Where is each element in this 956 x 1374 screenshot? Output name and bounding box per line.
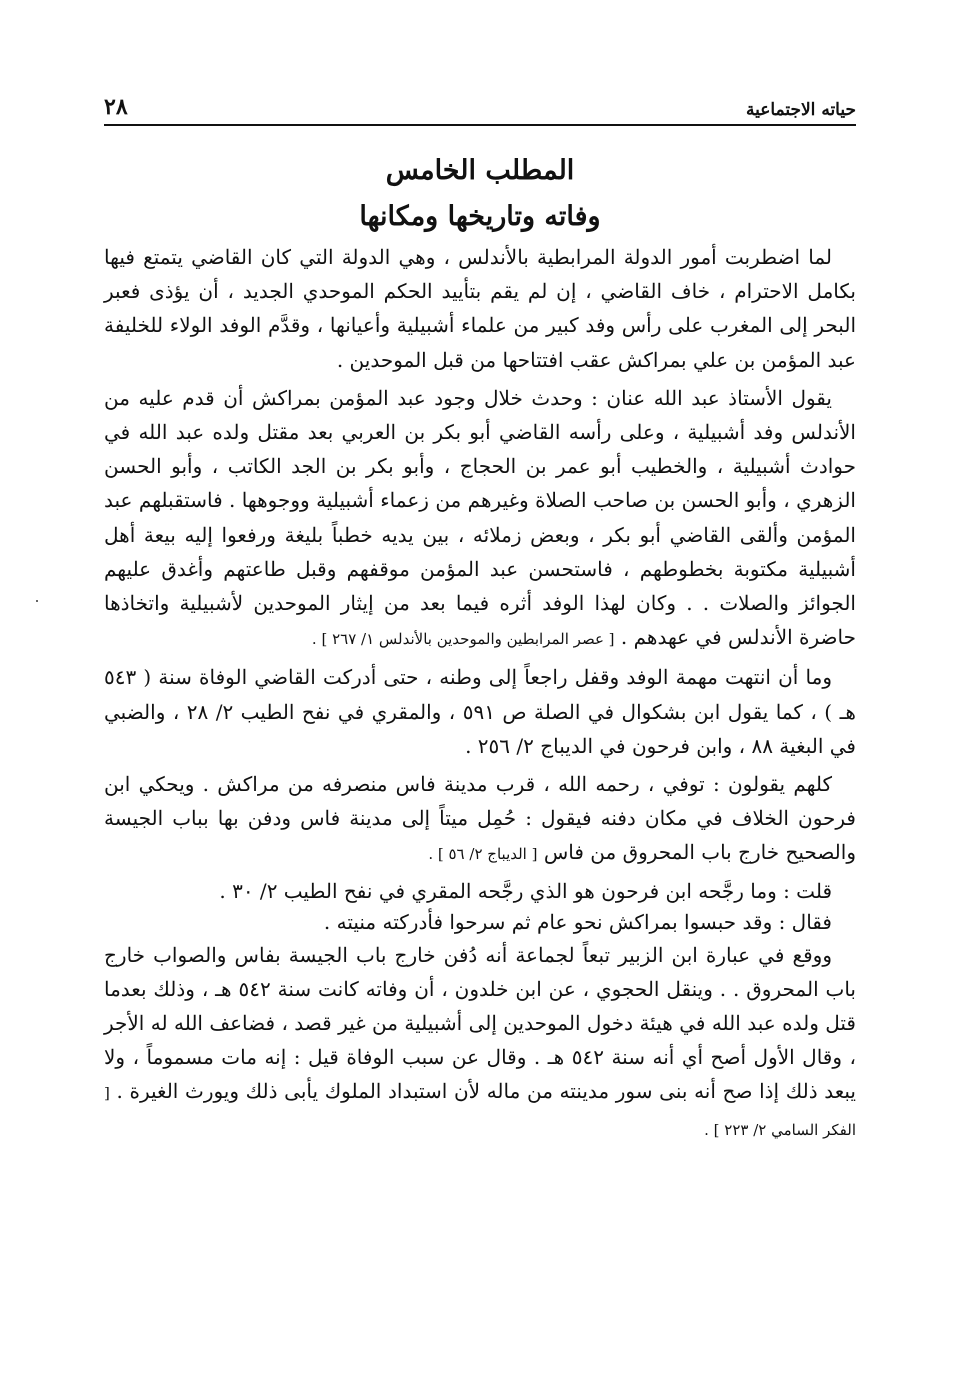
section-heading: المطلب الخامس bbox=[385, 155, 575, 186]
paragraph bbox=[104, 767, 856, 872]
paragraph bbox=[104, 240, 856, 377]
paragraph bbox=[104, 660, 856, 763]
paragraph-text: يقول الأستاذ عبد الله عنان : وحدث خلال وجود عبد المؤمن بمراكش أن قدم عليه من الأندلس وفد أشبيلية ، وعلى رأسه القاضي أبو بكر بن العربي بعد مقتل ولده عبد الله في حوادث أشبيلية ، والخطيب أبو عمر بن الحجاج ، وأبو بكر بن الجد الكاتب ، وأبو الحسن الزهري ، وأبو الحسن بن صاحب الصلاة وغيرهم من زعماء أشبيلية ووجوهها . فاستقبلهم عبد المؤمن وألقى القاضي أبو بكر ، وبعض زملائه ، بين يديه خطباً بليغة ورفعوا إليه بيعة أهل أشبيلية مكتوبة بخطوطهم ، فاستحسن عبد المؤمن موقفهم وقبل طاعتهم وأغدق عليهم الجوائز والصلات . . وكان لهذا الوفد أثره فيما بعد من إيثار الموحدين لأشبيلية واتخاذها حاضرة الأندلس في عهدهم . bbox=[104, 385, 856, 650]
paragraph-text: قلت : وما رجَّحه ابن فرحون هو الذي رجَّحه المقري في نفح الطيب ٢/ ٣٠ . bbox=[219, 878, 832, 903]
page-number: ٢٨ bbox=[104, 94, 128, 120]
chapter-title: وفاته وتاريخها ومكانها bbox=[359, 201, 601, 232]
paragraph-text: لما اضطربت أمور الدولة المرابطية بالأندلس ، وهي الدولة التي كان القاضي يتمتع فيها بكامل الاحترام ، خاف القاضي ، إن لم يقم بتأييد الحكم الموحدي الجديد ، أن يؤذى فعبر البحر إلى المغرب على رأس وفد كبير من علماء أشبيلية وأعيانها ، وقدَّم الوفد الولاء للخليفة عبد المؤمن بن علي بمراكش عقب افتتاحها من قبل الموحدين . bbox=[104, 245, 856, 372]
citation: [ عصر المرابطين والموحدين بالأندلس ١/ ٢٦٧ ] . bbox=[311, 630, 615, 649]
running-title: حياته الاجتماعية bbox=[745, 100, 856, 120]
citation: [ الديباج ٢/ ٥٦ ] . bbox=[428, 845, 538, 864]
paragraph bbox=[104, 876, 856, 907]
paragraph-text: فقال : وقد حبسوا بمراكش نحو عام ثم سرحوا فأدركته منيته . bbox=[323, 909, 832, 934]
scan-speck bbox=[36, 600, 38, 602]
section-headings bbox=[104, 150, 856, 242]
running-header bbox=[104, 90, 856, 126]
paragraph-text: كلهم يقولون : توفي ، رحمه الله ، قرب مدينة فاس منصرفه من مراكش . ويحكي ابن فرحون الخلاف في مكان دفنه فيقول : حُمِل ميتاً إلى مدينة فاس ودفن بها بباب الجيسة والصحيح خارج باب المحروق من فاس bbox=[104, 772, 856, 865]
body-text bbox=[104, 240, 856, 1151]
citation: [ الفكر السامي ٢/ ٢٢٣ ] . bbox=[104, 1084, 856, 1139]
paragraph-text: وما أن انتهت مهمة الوفد وقفل راجعاً إلى وطنه ، حتى أدركت القاضي الوفاة سنة ( ٥٤٣ هـ ) ، كما يقول ابن بشكوال في الصلة ص ٥٩١ ، والمقري في نفح الطيب ٢/ ٢٨ ، والضبي في البغية ٨٨ ، وابن فرحون في الديباج ٢/ ٢٥٦ . bbox=[104, 665, 856, 758]
paragraph bbox=[104, 938, 856, 1147]
paragraph bbox=[104, 381, 856, 657]
paragraph bbox=[104, 907, 856, 938]
paragraph-text: ووقع في عبارة ابن الزبير تبعاً لجماعة أنه دُفن خارج باب الجيسة بفاس والصواب خارج باب المحروق . . وينقل الحجوي ، عن ابن خلدون ، أن وفاته كانت سنة ٥٤٢ هـ ، وذلك بعدما قتل ولده عبد الله في هيئة دخول الموحدين إلى أشبيلية من غير قصد ، فضاعف الله له الأجر ، وقال الأول أصح أي أنه سنة ٥٤٢ هـ . وقال عن سبب الوفاة قيل : إنه مات مسموماً ، ولا يبعد ذلك إذا صح أنه بنى سور مدينته من ماله لأن استبداد الملوك يأبى ذلك ويورث الغيرة . bbox=[104, 942, 857, 1104]
